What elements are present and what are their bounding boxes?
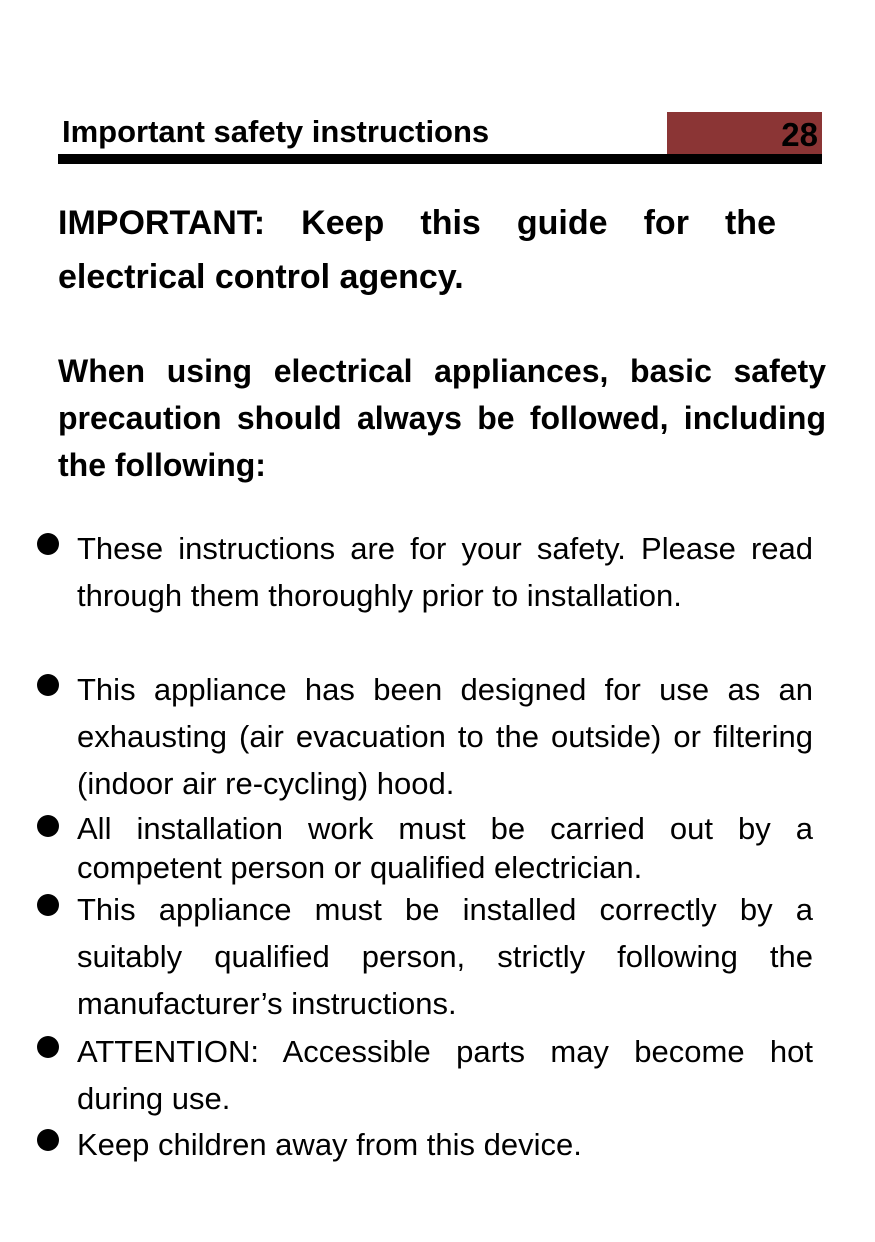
list-item-text: This appliance has been designed for use as an exhausting (air evacuation to the outside) or filtering (indoor air re-cycling) hood. xyxy=(77,672,813,801)
bullet-icon xyxy=(37,674,59,696)
bullet-icon xyxy=(37,894,59,916)
bullet-icon xyxy=(37,1036,59,1058)
header-divider xyxy=(58,154,822,164)
page-number-badge xyxy=(667,112,822,154)
important-note: IMPORTANT: Keep this guide for the electrical control agency. xyxy=(58,204,776,296)
list-item-text: Keep children away from this device. xyxy=(77,1127,582,1162)
intro-paragraph: When using electrical appliances, basic safety precaution should always be followed, including the following: xyxy=(58,353,826,483)
list-item-text: ATTENTION: Accessible parts may become hot during use. xyxy=(77,1034,813,1116)
list-item-text: All installation work must be carried out by a competent person or qualified electrician. xyxy=(77,811,813,885)
page-number: 28 xyxy=(781,116,818,153)
bullet-icon xyxy=(37,815,59,837)
list-item-text: This appliance must be installed correctly by a suitably qualified person, strictly following the manufacturer’s instructions. xyxy=(77,892,813,1021)
bullet-icon xyxy=(37,1129,59,1151)
section-title: Important safety instructions xyxy=(62,114,490,149)
bullet-icon xyxy=(37,533,59,555)
page-header xyxy=(58,110,822,165)
list-item-text: These instructions are for your safety. Please read through them thoroughly prior to installation. xyxy=(77,531,813,613)
